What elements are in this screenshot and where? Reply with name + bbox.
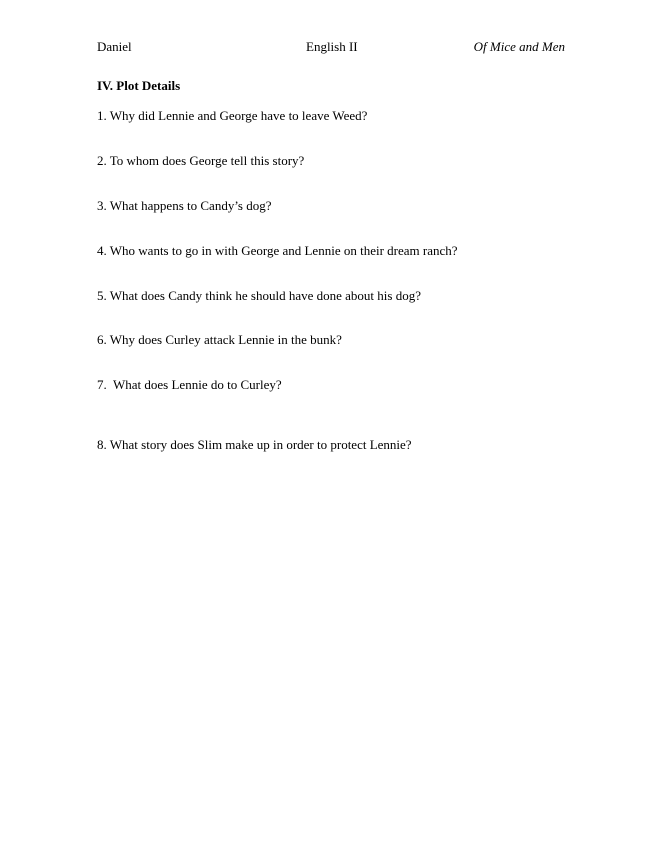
question-7: 7. What does Lennie do to Curley? bbox=[97, 377, 282, 392]
question-8: 8. What story does Slim make up in order to protect Lennie? bbox=[97, 437, 412, 452]
question-4: 4. Who wants to go in with George and Lennie on their dream ranch? bbox=[97, 243, 458, 258]
question-3: 3. What happens to Candy’s dog? bbox=[97, 198, 272, 213]
question-1: 1. Why did Lennie and George have to leave Weed? bbox=[97, 108, 368, 123]
section-title: IV. Plot Details bbox=[97, 78, 181, 93]
question-5: 5. What does Candy think he should have done about his dog? bbox=[97, 288, 421, 303]
question-2: 2. To whom does George tell this story? bbox=[97, 153, 305, 168]
student-name: Daniel bbox=[97, 39, 132, 54]
question-6: 6. Why does Curley attack Lennie in the bunk? bbox=[97, 332, 342, 347]
course-name: English II bbox=[306, 39, 358, 54]
page-header bbox=[97, 39, 565, 55]
book-title: Of Mice and Men bbox=[473, 39, 565, 54]
